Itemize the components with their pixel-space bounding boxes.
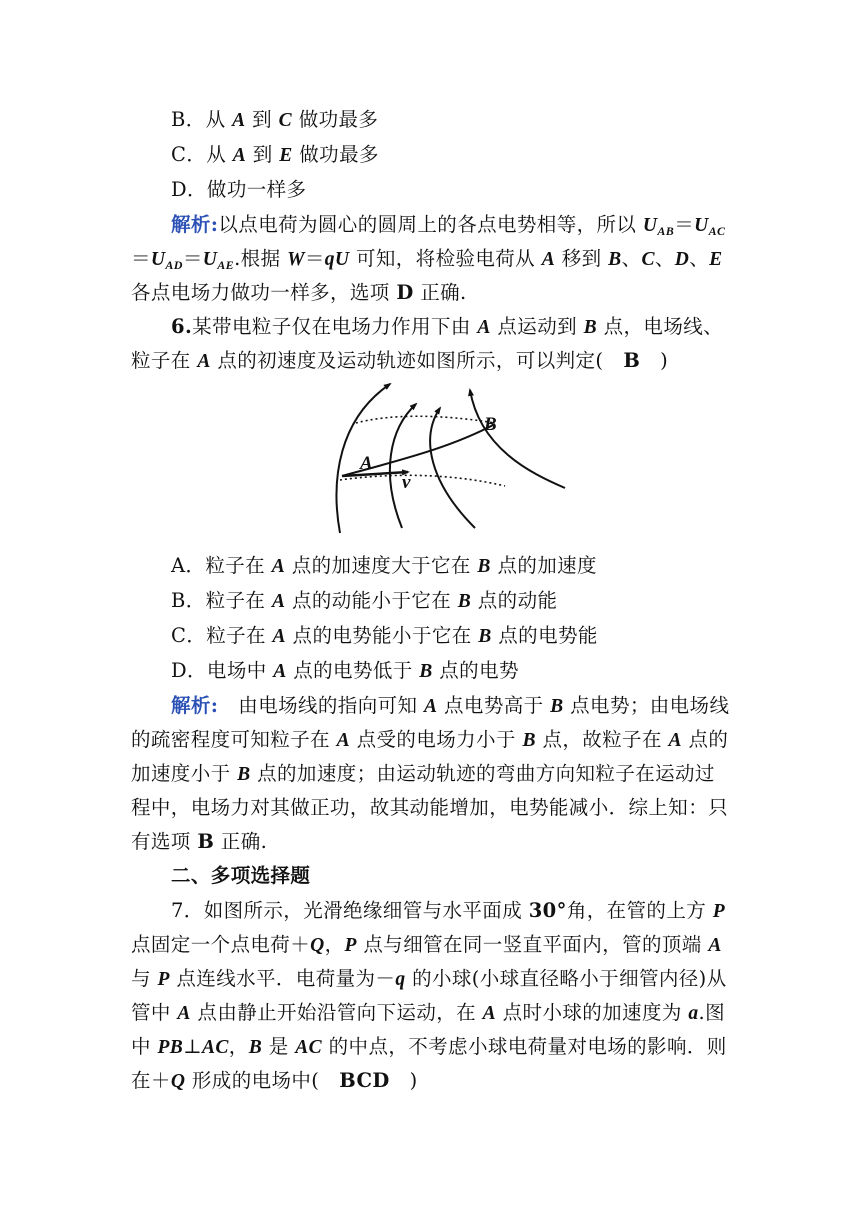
q7-line1: 7．如图所示，光滑绝缘细管与水平面成 30°角，在管的上方 P <box>171 899 726 922</box>
q5-option-c: C．从 A 到 E 做功最多 <box>171 143 379 166</box>
q7-line4: 管中 A 点由静止开始沿管向下运动，在 A 点时小球的加速度为 a.图 <box>131 1001 726 1024</box>
analysis-label: 解析: <box>171 213 219 236</box>
q5-analysis-line1: 解析:以点电荷为圆心的圆周上的各点电势相等，所以 $U_{AB}=U_{AC}$ <box>171 213 726 238</box>
q6-option-c: C．粒子在 A 点的电势能小于它在 B 点的电势能 <box>171 624 598 647</box>
field-line-4 <box>470 390 565 488</box>
equipotential-1 <box>356 416 495 423</box>
equipotential-2 <box>340 475 505 486</box>
analysis-label: 解析: <box>171 694 219 717</box>
q6-stem-line1: 6.某带电粒子仅在电场力作用下由 A 点运动到 B 点，电场线、 <box>171 315 724 338</box>
q6-analysis-line5: 有选项 B 正确. <box>131 830 268 853</box>
q5-analysis-line2: $=U_{AD}=U_{AE}$.根据 W＝qU 可知，将检验电荷从 A 移到 B、C、D、E <box>131 247 723 272</box>
q6-analysis-line1: 解析: 由电场线的指向可知 A 点电势高于 B 点电势；由电场线 <box>171 694 730 717</box>
q7-line6: 在＋Q 形成的电场中( BCD ) <box>131 1069 418 1092</box>
label-v: v <box>402 472 411 493</box>
q6-analysis-line4: 程中，电场力对其做正功，故其动能增加，电势能减小．综上知：只 <box>131 796 729 819</box>
section-title: 二、多项选择题 <box>171 864 311 887</box>
q6-option-d: D．电场中 A 点的电势低于 B 点的电势 <box>171 659 519 682</box>
label-b: B <box>484 414 497 435</box>
q6-stem-line2: 粒子在 A 点的初速度及运动轨迹如图所示，可以判定( B ) <box>131 349 669 372</box>
q5-option-d: D．做功一样多 <box>171 178 307 201</box>
q6-option-a: A．粒子在 A 点的加速度大于它在 B 点的加速度 <box>171 554 597 577</box>
field-line-2 <box>390 404 416 528</box>
label-a: A <box>360 453 373 474</box>
q6-option-b: B．粒子在 A 点的动能小于它在 B 点的动能 <box>171 589 558 612</box>
q5-analysis-line3: 各点电场力做功一样多，选项 D 正确. <box>131 281 467 304</box>
q5-option-b: B．从 A 到 C 做功最多 <box>171 108 379 131</box>
q6-analysis-line2: 的疏密程度可知粒子在 A 点受的电场力小于 B 点，故粒子在 A 点的 <box>131 728 729 751</box>
q7-line3: 与 P 点连线水平．电荷量为－q 的小球(小球直径略小于细管内径)从 <box>131 967 727 990</box>
q7-line5: 中 PB⊥AC，B 是 AC 的中点，不考虑小球电荷量对电场的影响．则 <box>131 1035 727 1058</box>
q6-analysis-line3: 加速度小于 B 点的加速度；由运动轨迹的弯曲方向知粒子在运动过 <box>131 762 715 785</box>
field-line-3 <box>430 408 475 528</box>
field-lines-diagram <box>320 378 580 538</box>
q7-line2: 点固定一个点电荷＋Q，P 点与细管在同一竖直平面内，管的顶端 A <box>131 933 722 956</box>
